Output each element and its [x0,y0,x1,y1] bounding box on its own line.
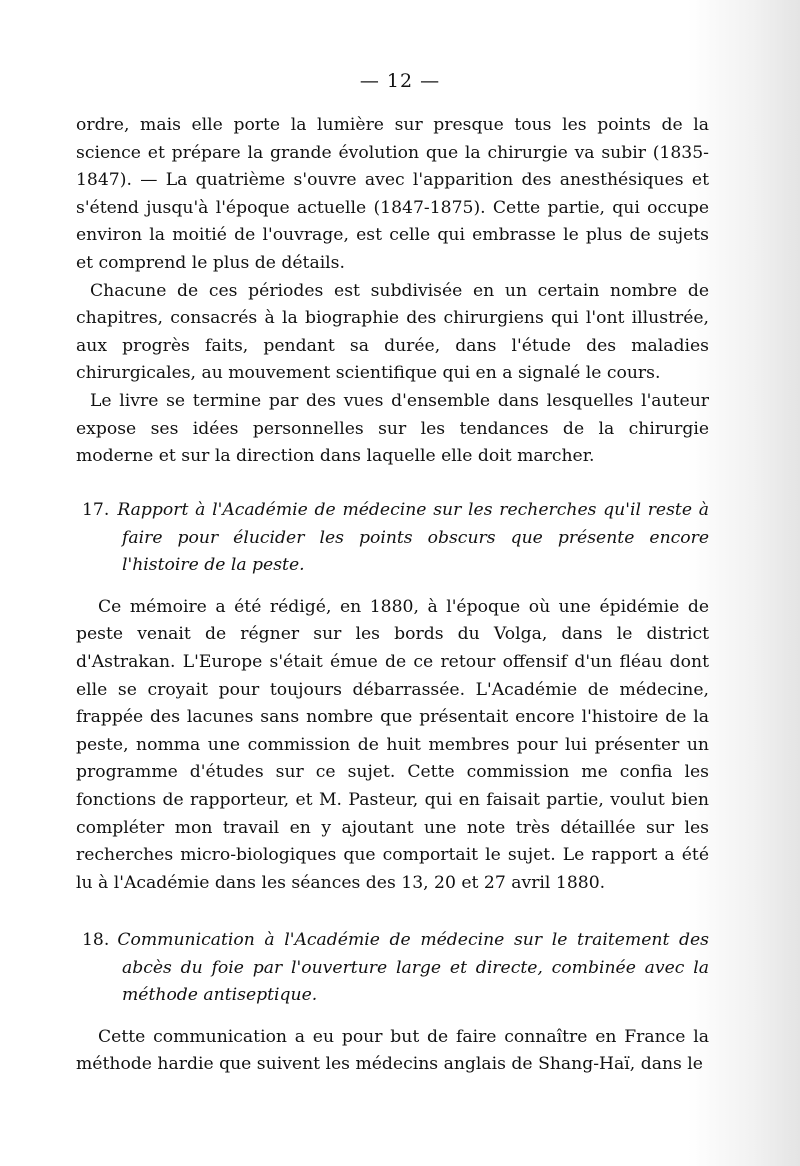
entry-number: 18. [82,930,110,950]
entry-heading [76,497,709,580]
entry-18 [76,927,709,1079]
page-number: — 12 — [359,70,441,92]
entry-paragraph: Cette communication a eu pour but de faire connaître en France la méthode hardie que suivent les médecins anglais de Shang-Haï, dans le [76,1026,709,1075]
entry-17 [76,497,709,897]
entry-title: Communication à l'Académie de médecine sur le traitement des abcès du foie par l'ouverture large et directe, combinée avec la méthode antiseptique. [117,930,709,1006]
paragraph-chapters: Chacune de ces périodes est subdivisée en un certain nombre de chapitres, consacrés à la biographie des chirurgiens qui l'ont illustrée, aux progrès faits, pendant sa durée, dans l'étude des maladies chirurgicales, au mouvement scientifique qui en a signalé le cours. [76,280,709,384]
entry-body [76,1024,709,1079]
entry-number: 17. [82,500,110,520]
intro-text [76,112,709,471]
entry-body [76,594,709,898]
entry-paragraph: Ce mémoire a été rédigé, en 1880, à l'époque où une épidémie de peste venait de régner sur les bords du Volga, dans le district d'Astrakan. L'Europe s'était émue de ce retour offensif d'un fléau dont elle se croyait pour toujours débarrassée. L'Académie de médecine, frappée des lacunes sans nombre que présentait encore l'histoire de la peste, nomma une commission de huit membres pour lui présenter un programme d'études sur ce sujet. Cette commission me confia les fonctions de rapporteur, et M. Pasteur, qui en faisait partie, voulut bien compléter mon travail en y ajoutant une note très détaillée sur les recherches micro-biologiques que comportait le sujet. Le rapport a été lu à l'Académie dans les séances des 13, 20 et 27 avril 1880. [76,596,709,893]
entry-title: Rapport à l'Académie de médecine sur les recherches qu'il reste à faire pour élucider les points obscurs que présente encore l'histoire de la peste. [117,500,709,576]
entry-heading [76,927,709,1010]
paragraph-periods: ordre, mais elle porte la lumière sur presque tous les points de la science et prépare la grande évolution que la chirurgie va subir (1835-1847). — La quatrième s'ouvre avec l'apparition des anesthésiques et s'étend jusqu'à l'époque actuelle (1847-1875). Cette partie, qui occupe environ la moitié de l'ouvrage, est celle qui embrasse le plus de sujets et comprend le plus de détails. [76,115,709,273]
paragraph-conclusion: Le livre se termine par des vues d'ensemble dans lesquelles l'auteur expose ses idées personnelles sur les tendances de la chirurgie moderne et sur la direction dans laquelle elle doit marcher. [76,390,709,467]
